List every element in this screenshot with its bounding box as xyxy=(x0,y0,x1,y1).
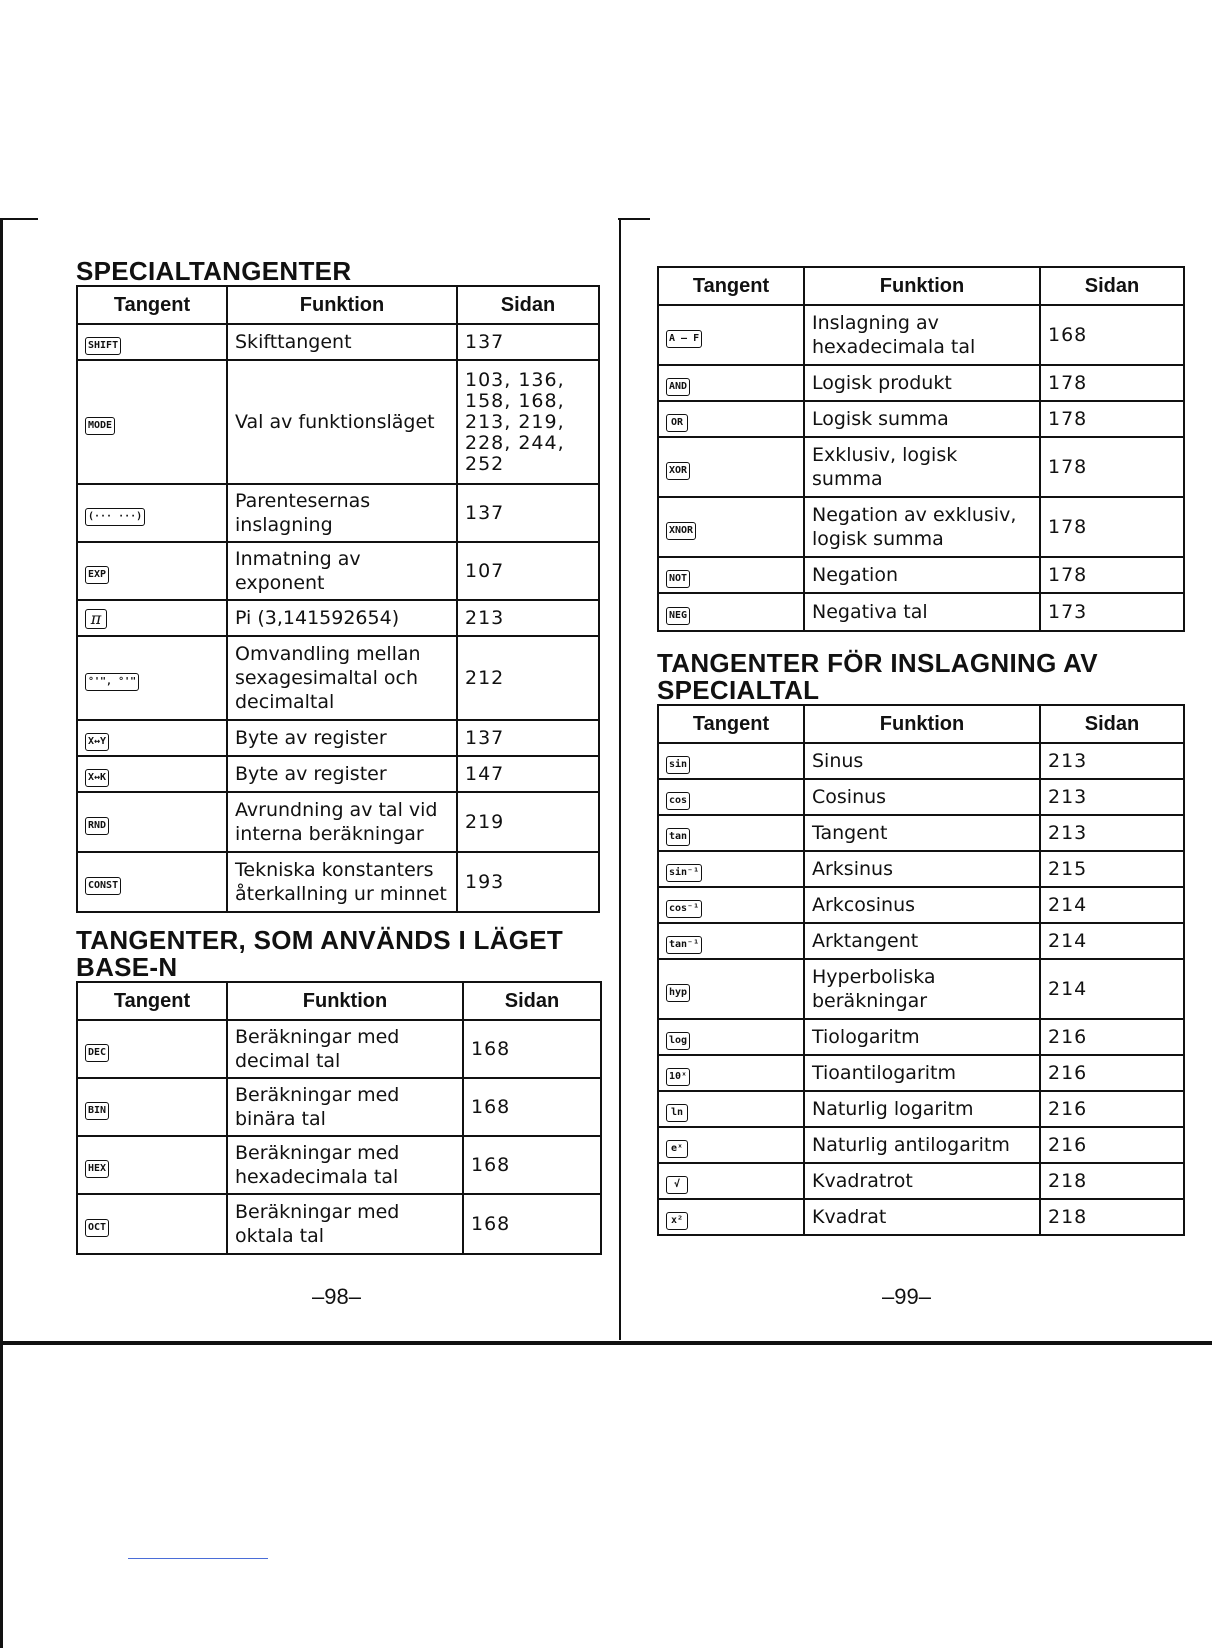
key-cell xyxy=(77,542,227,600)
table-row xyxy=(77,1194,601,1254)
page-cell: 178 xyxy=(1040,557,1184,593)
page-cell: 213 xyxy=(1040,779,1184,815)
page-cell: 214 xyxy=(1040,887,1184,923)
page-cell: 168 xyxy=(463,1136,601,1194)
table-row xyxy=(658,1199,1184,1235)
key-cell xyxy=(658,437,804,497)
table-row xyxy=(77,1078,601,1136)
page-cell: 147 xyxy=(457,756,599,792)
header-page: Sidan xyxy=(1040,267,1184,305)
function-cell: Exklusiv, logisk summa xyxy=(804,437,1040,497)
function-cell: Beräkningar med oktala tal xyxy=(227,1194,463,1254)
table-row xyxy=(77,600,599,636)
table-row xyxy=(658,1091,1184,1127)
key-cell xyxy=(77,1078,227,1136)
table-row xyxy=(658,557,1184,593)
key-cell xyxy=(658,1091,804,1127)
mode-key-icon: MODE xyxy=(85,417,115,435)
header-function: Funktion xyxy=(804,267,1040,305)
table-row xyxy=(77,1020,601,1078)
page-cell: 216 xyxy=(1040,1019,1184,1055)
table-row xyxy=(77,852,599,912)
rnd-key-icon: RND xyxy=(85,817,109,835)
function-cell: Tekniska konstanters återkallning ur minnet xyxy=(227,852,457,912)
page-cell: 212 xyxy=(457,636,599,720)
left-edge-rule xyxy=(0,218,3,1648)
not-key-icon: NOT xyxy=(666,570,690,588)
header-function: Funktion xyxy=(227,286,457,324)
exp-key-icon: EXP xyxy=(85,566,109,584)
page-cell: 178 xyxy=(1040,401,1184,437)
page-cell: 173 xyxy=(1040,593,1184,631)
page-cell: 168 xyxy=(463,1078,601,1136)
page-cell: 178 xyxy=(1040,437,1184,497)
and-key-icon: AND xyxy=(666,378,690,396)
page-cell: 107 xyxy=(457,542,599,600)
page-number-left: –98– xyxy=(312,1284,361,1309)
x-k-swap-key-icon: X↔K xyxy=(85,769,109,787)
table-row xyxy=(658,305,1184,365)
table-row xyxy=(77,792,599,852)
page-cell: 103, 136, 158, 168, 213, 219, 228, 244, 252 xyxy=(457,360,599,484)
logic-keys-table xyxy=(657,266,1185,632)
table-row xyxy=(658,923,1184,959)
key-cell xyxy=(658,923,804,959)
table-row xyxy=(77,720,599,756)
function-cell: Skifttangent xyxy=(227,324,457,360)
table-row xyxy=(77,360,599,484)
key-cell xyxy=(77,720,227,756)
function-cell: Logisk summa xyxy=(804,401,1040,437)
page-99 xyxy=(657,266,1183,1236)
oct-key-icon: OCT xyxy=(85,1219,109,1237)
page-number-right: –99– xyxy=(882,1284,931,1309)
function-cell: Negation av exklusiv, logisk summa xyxy=(804,497,1040,557)
function-cell: Inmatning av exponent xyxy=(227,542,457,600)
header-function: Funktion xyxy=(227,982,463,1020)
function-cell: Beräkningar med hexadecimala tal xyxy=(227,1136,463,1194)
sin-key-icon: sin xyxy=(666,756,690,774)
function-cell: Val av funktionsläget xyxy=(227,360,457,484)
key-cell xyxy=(77,1136,227,1194)
special-keys-table xyxy=(76,285,600,913)
table-row xyxy=(658,437,1184,497)
table-row xyxy=(77,756,599,792)
function-cell: Arkcosinus xyxy=(804,887,1040,923)
center-tick xyxy=(618,218,650,220)
top-left-tick xyxy=(0,218,38,220)
arccos-key-icon: cos⁻¹ xyxy=(666,900,702,918)
page-cell: 213 xyxy=(1040,743,1184,779)
key-cell xyxy=(77,360,227,484)
key-cell xyxy=(77,1194,227,1254)
header-key: Tangent xyxy=(77,286,227,324)
page-cell: 193 xyxy=(457,852,599,912)
table-row xyxy=(77,324,599,360)
key-cell xyxy=(658,815,804,851)
function-cell: Negation xyxy=(804,557,1040,593)
header-page: Sidan xyxy=(457,286,599,324)
page-cell: 216 xyxy=(1040,1055,1184,1091)
key-cell xyxy=(658,779,804,815)
page-98 xyxy=(76,258,604,1255)
cos-key-icon: cos xyxy=(666,792,690,810)
or-key-icon: OR xyxy=(666,414,688,432)
table-row xyxy=(77,542,599,600)
key-cell xyxy=(658,593,804,631)
table-row xyxy=(658,1055,1184,1091)
table-header-row xyxy=(77,982,601,1020)
page-cell: 214 xyxy=(1040,923,1184,959)
page-cell: 168 xyxy=(463,1194,601,1254)
function-cell: Negativa tal xyxy=(804,593,1040,631)
page-cell: 216 xyxy=(1040,1127,1184,1163)
table-row xyxy=(658,779,1184,815)
function-cell: Beräkningar med binära tal xyxy=(227,1078,463,1136)
key-cell xyxy=(658,743,804,779)
key-cell xyxy=(658,365,804,401)
table-row xyxy=(658,1163,1184,1199)
table-row xyxy=(658,851,1184,887)
const-key-icon: CONST xyxy=(85,877,121,895)
header-key: Tangent xyxy=(658,267,804,305)
function-cell: Beräkningar med decimal tal xyxy=(227,1020,463,1078)
table-row xyxy=(658,887,1184,923)
neg-key-icon: NEG xyxy=(666,607,690,625)
ln-key-icon: ln xyxy=(666,1104,688,1122)
shift-key-icon: SHIFT xyxy=(85,337,121,355)
base-n-keys-table xyxy=(76,981,602,1255)
page-cell: 137 xyxy=(457,720,599,756)
key-cell xyxy=(658,557,804,593)
key-cell xyxy=(658,401,804,437)
table-header-row xyxy=(77,286,599,324)
header-page: Sidan xyxy=(463,982,601,1020)
arcsin-key-icon: sin⁻¹ xyxy=(666,864,702,882)
square-key-icon: x² xyxy=(666,1212,688,1230)
key-cell xyxy=(77,756,227,792)
page-cell: 215 xyxy=(1040,851,1184,887)
page-cell: 216 xyxy=(1040,1091,1184,1127)
page-cell: 219 xyxy=(457,792,599,852)
key-cell xyxy=(658,1019,804,1055)
square-root-key-icon: √ xyxy=(666,1176,688,1194)
header-page: Sidan xyxy=(1040,705,1184,743)
key-cell xyxy=(658,1055,804,1091)
x-y-swap-key-icon: X↔Y xyxy=(85,733,109,751)
table-row xyxy=(658,959,1184,1019)
bottom-rule xyxy=(0,1341,1212,1345)
function-cell: Naturlig logaritm xyxy=(804,1091,1040,1127)
key-cell xyxy=(77,484,227,542)
key-cell xyxy=(77,324,227,360)
table-row xyxy=(658,815,1184,851)
page-cell: 168 xyxy=(1040,305,1184,365)
key-cell xyxy=(658,497,804,557)
function-cell: Arktangent xyxy=(804,923,1040,959)
page-cell: 218 xyxy=(1040,1199,1184,1235)
key-cell xyxy=(77,1020,227,1078)
degree-keys-icon: °'", °'" xyxy=(85,673,139,691)
key-cell xyxy=(658,959,804,1019)
key-cell xyxy=(77,792,227,852)
special-numbers-table xyxy=(657,704,1185,1236)
key-cell xyxy=(658,851,804,887)
key-cell xyxy=(658,887,804,923)
table-header-row xyxy=(658,267,1184,305)
pi-key-icon: π xyxy=(85,609,107,629)
function-cell: Logisk produkt xyxy=(804,365,1040,401)
key-cell xyxy=(658,305,804,365)
key-cell xyxy=(658,1127,804,1163)
table-row xyxy=(77,484,599,542)
header-key: Tangent xyxy=(77,982,227,1020)
function-cell: Inslagning av hexadecimala tal xyxy=(804,305,1040,365)
page-cell: 214 xyxy=(1040,959,1184,1019)
page-cell: 178 xyxy=(1040,365,1184,401)
function-cell: Tiologaritm xyxy=(804,1019,1040,1055)
page-cell: 213 xyxy=(457,600,599,636)
function-cell: Byte av register xyxy=(227,720,457,756)
table-header-row xyxy=(658,705,1184,743)
key-cell xyxy=(77,636,227,720)
function-cell: Tioantilogaritm xyxy=(804,1055,1040,1091)
page-cell: 218 xyxy=(1040,1163,1184,1199)
xnor-key-icon: XNOR xyxy=(666,522,696,540)
page-cell: 178 xyxy=(1040,497,1184,557)
xor-key-icon: XOR xyxy=(666,462,690,480)
ten-power-key-icon: 10ˣ xyxy=(666,1068,690,1086)
center-divider xyxy=(619,218,621,1340)
section-title-specialtal: TANGENTER FÖR INSLAGNING AV SPECIALTAL xyxy=(657,648,1098,705)
header-key: Tangent xyxy=(658,705,804,743)
function-cell: Naturlig antilogaritm xyxy=(804,1127,1040,1163)
function-cell: Parentesernas inslagning xyxy=(227,484,457,542)
function-cell: Tangent xyxy=(804,815,1040,851)
parenthesis-keys-icon: (··· ···) xyxy=(85,508,145,526)
page-cell: 168 xyxy=(463,1020,601,1078)
key-cell xyxy=(658,1163,804,1199)
function-cell: Cosinus xyxy=(804,779,1040,815)
page-cell: 213 xyxy=(1040,815,1184,851)
function-cell: Kvadrat xyxy=(804,1199,1040,1235)
log-key-icon: log xyxy=(666,1032,690,1050)
function-cell: Pi (3,141592654) xyxy=(227,600,457,636)
table-row xyxy=(658,497,1184,557)
key-cell xyxy=(658,1199,804,1235)
table-row xyxy=(658,401,1184,437)
table-row xyxy=(658,1019,1184,1055)
dec-key-icon: DEC xyxy=(85,1044,109,1062)
table-row xyxy=(658,593,1184,631)
table-row xyxy=(77,1136,601,1194)
table-row xyxy=(658,743,1184,779)
function-cell: Byte av register xyxy=(227,756,457,792)
function-cell: Avrundning av tal vid interna beräkningar xyxy=(227,792,457,852)
e-power-key-icon: eˣ xyxy=(666,1140,688,1158)
key-cell xyxy=(77,852,227,912)
arctan-key-icon: tan⁻¹ xyxy=(666,936,702,954)
key-cell xyxy=(77,600,227,636)
function-cell: Omvandling mellan sexagesimaltal och decimaltal xyxy=(227,636,457,720)
function-cell: Sinus xyxy=(804,743,1040,779)
table-row xyxy=(77,636,599,720)
section-title-specialtangenter: SPECIALTANGENTER xyxy=(76,256,352,286)
footnote-rule xyxy=(128,1558,268,1559)
function-cell: Arksinus xyxy=(804,851,1040,887)
a-f-keys-icon: A – F xyxy=(666,330,702,348)
hex-key-icon: HEX xyxy=(85,1160,109,1178)
tan-key-icon: tan xyxy=(666,828,690,846)
function-cell: Kvadratrot xyxy=(804,1163,1040,1199)
header-function: Funktion xyxy=(804,705,1040,743)
page-cell: 137 xyxy=(457,324,599,360)
table-row xyxy=(658,365,1184,401)
hyp-key-icon: hyp xyxy=(666,984,690,1002)
page-cell: 137 xyxy=(457,484,599,542)
table-row xyxy=(658,1127,1184,1163)
function-cell: Hyperboliska beräkningar xyxy=(804,959,1040,1019)
section-title-base-n: TANGENTER, SOM ANVÄNDS I LÄGET BASE-N xyxy=(76,925,564,982)
bin-key-icon: BIN xyxy=(85,1102,109,1120)
